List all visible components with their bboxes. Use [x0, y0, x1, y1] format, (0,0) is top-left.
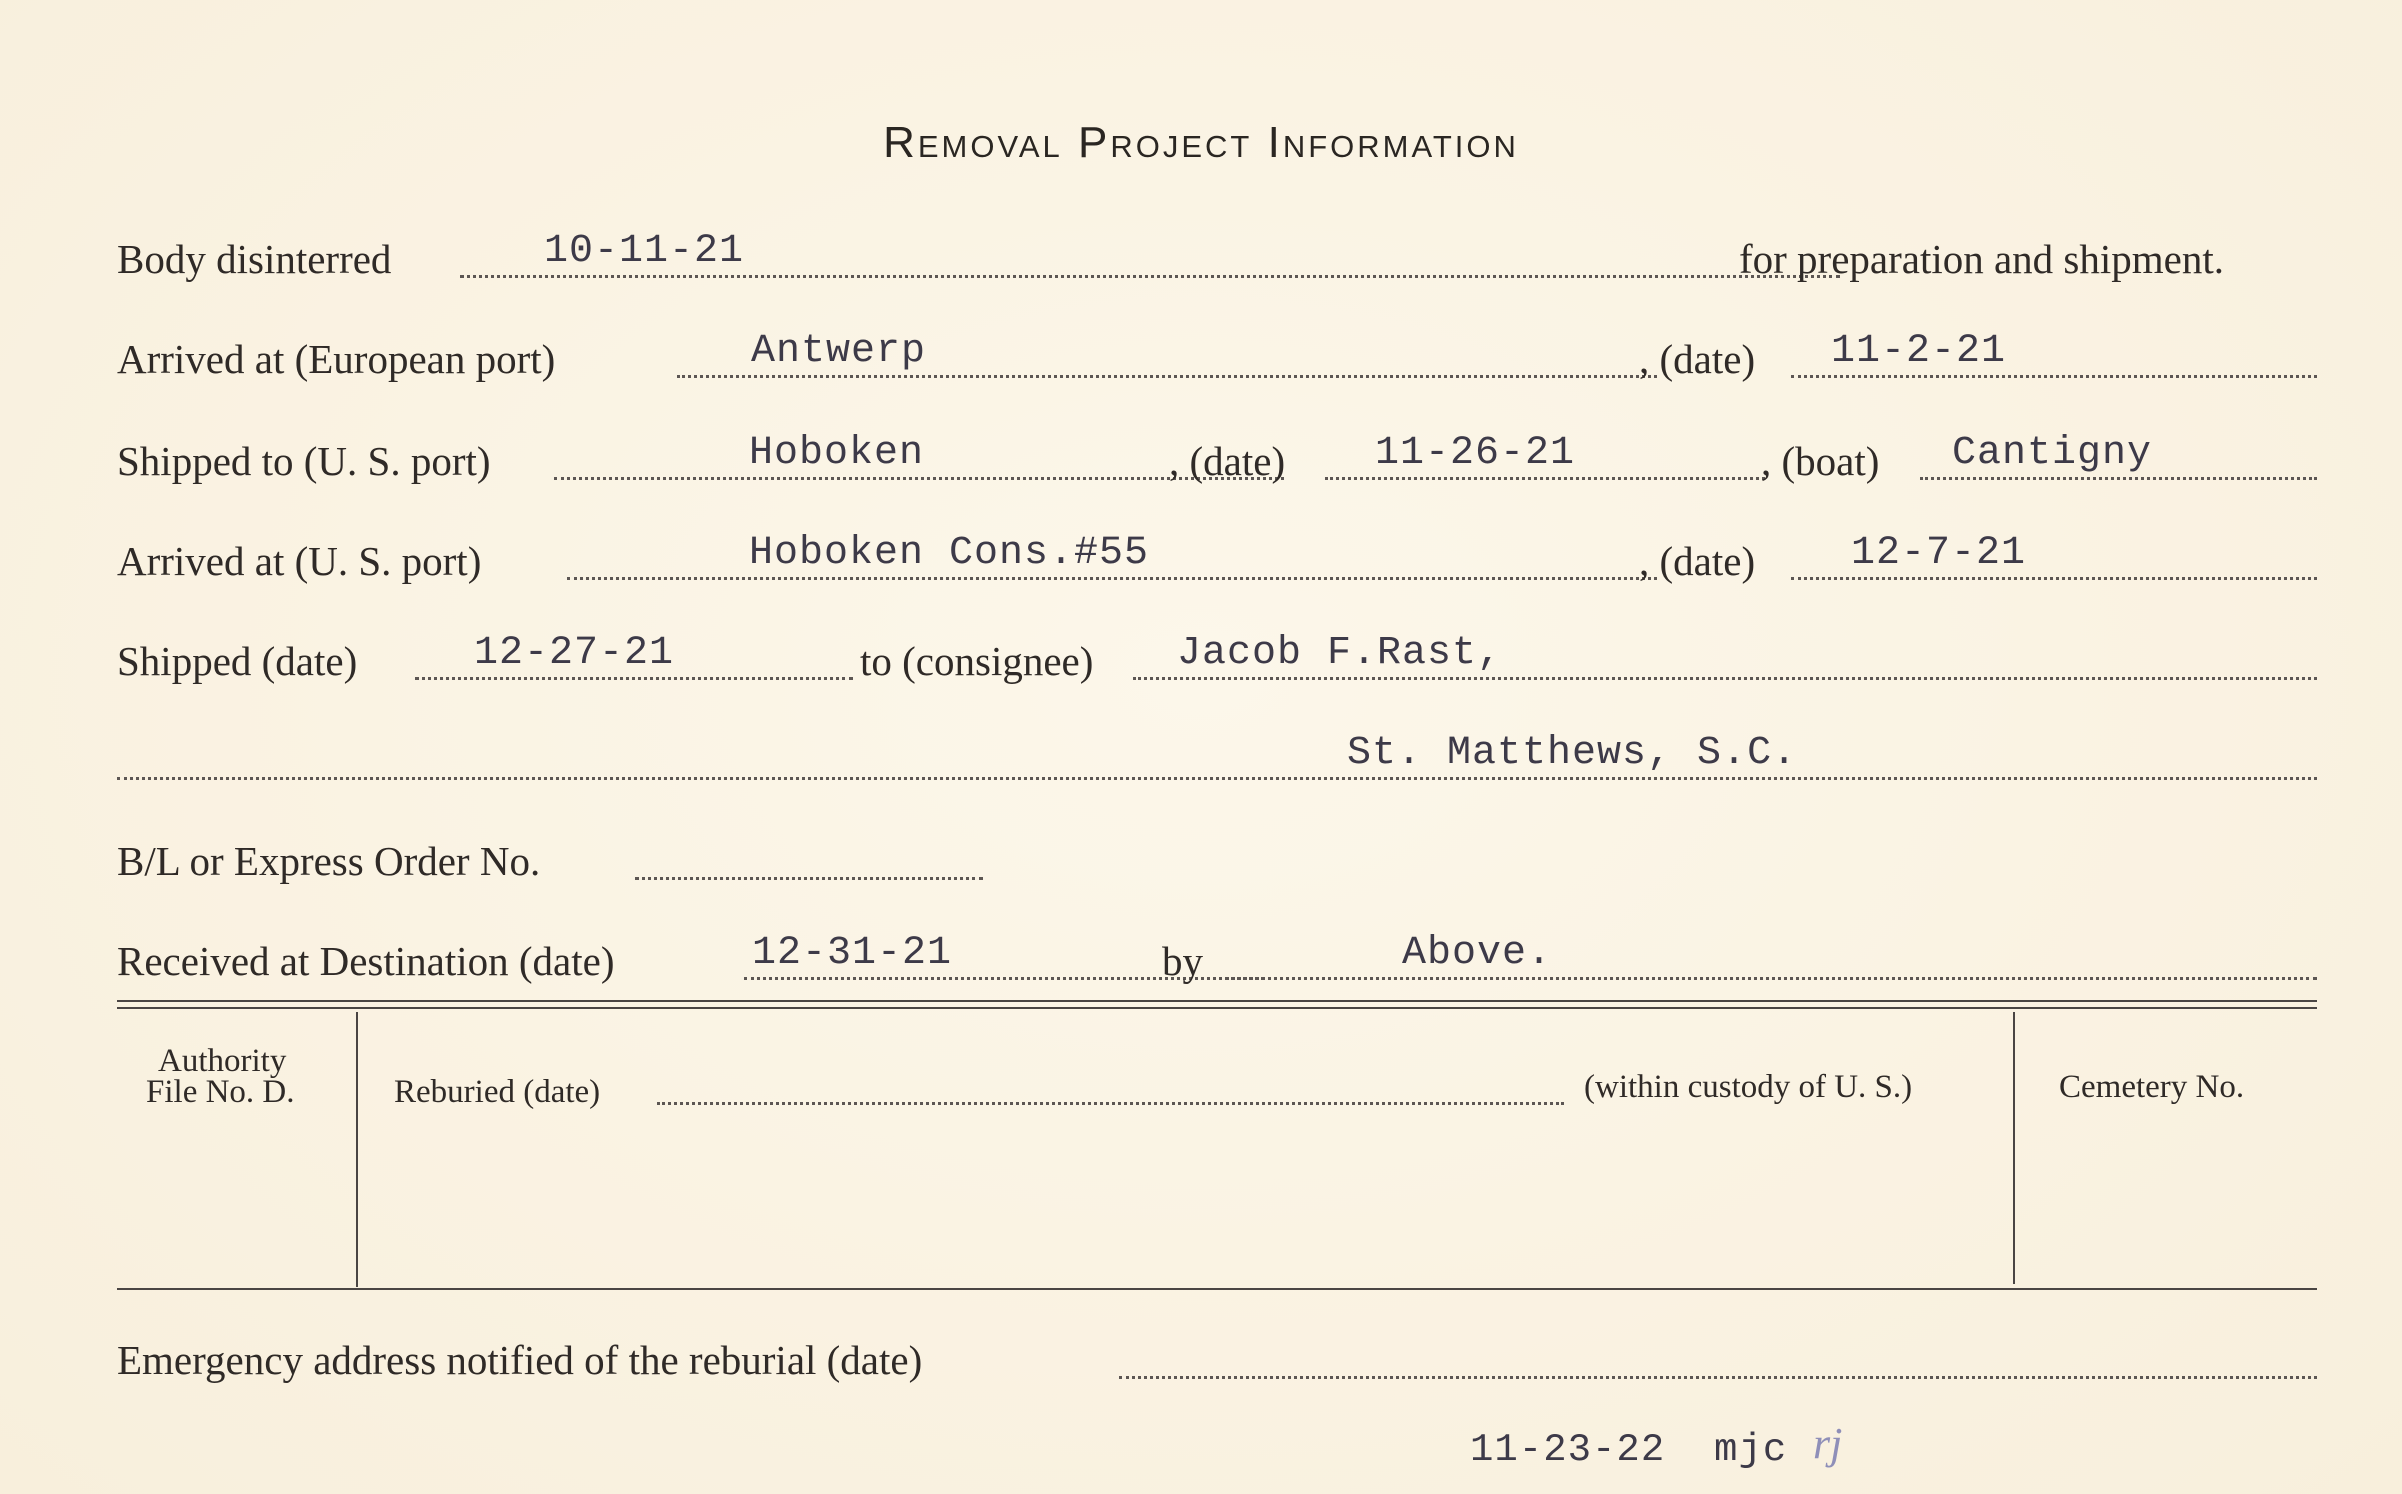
row-european-port — [117, 329, 2317, 405]
cemetery-label: Cemetery No. — [2059, 1069, 2245, 1105]
authority-label-line2: File No. D. — [146, 1074, 295, 1110]
table-bottom-rule — [117, 1288, 2317, 1290]
row-received — [117, 931, 2317, 1007]
boat-value: Cantigny — [1952, 431, 2153, 476]
consignee-address-line — [117, 777, 2317, 780]
received-by-value: Above. — [1402, 931, 1553, 976]
emergency-line — [1119, 1376, 2317, 1379]
disinterred-line — [460, 275, 1840, 278]
us-arrive-date-line — [1791, 577, 2317, 580]
us-arrive-value: Hoboken Cons.#55 — [749, 531, 1150, 576]
boat-line — [1920, 477, 2317, 480]
row-disinterred — [117, 229, 2317, 305]
row-consignee-address — [117, 731, 2317, 807]
table-divider-left — [356, 1012, 358, 1287]
eu-port-line — [677, 375, 1657, 378]
initials-handwritten: rj — [1813, 1419, 1843, 1468]
row-bl — [117, 837, 2317, 907]
us-arrive-date-value: 12-7-21 — [1851, 531, 2027, 576]
boat-label: , (boat) — [1761, 438, 1880, 484]
table-divider-right — [2013, 1012, 2015, 1284]
eu-date-line — [1791, 375, 2317, 378]
consignee-address-value: St. Matthews, S.C. — [1347, 731, 1798, 776]
card-title: Removal Project Information — [883, 118, 1519, 167]
consignee-line — [1133, 677, 2317, 680]
us-arrive-line — [567, 577, 1657, 580]
consignee-label: to (consignee) — [860, 638, 1094, 684]
emergency-label: Emergency address notified of the reburial (date) — [117, 1337, 923, 1383]
bl-line — [635, 877, 983, 880]
received-by-line — [1225, 977, 2317, 980]
row-emergency — [117, 1336, 2317, 1406]
custody-label: (within custody of U. S.) — [1584, 1069, 1913, 1105]
disinterred-label: Body disinterred — [117, 236, 392, 282]
eu-date-label: , (date) — [1639, 336, 1756, 382]
eu-port-value: Antwerp — [751, 329, 927, 374]
shipped-date-line — [415, 677, 853, 680]
shipped-date-label: Shipped (date) — [117, 638, 358, 684]
row-us-arrived — [117, 531, 2317, 607]
reburied-label: Reburied (date) — [394, 1074, 601, 1110]
us-arrive-date-label: , (date) — [1639, 538, 1756, 584]
us-ship-value: Hoboken — [749, 431, 925, 476]
us-ship-date-value: 11-26-21 — [1375, 431, 1576, 476]
us-arrive-label: Arrived at (U. S. port) — [117, 538, 482, 584]
disinterred-suffix: for preparation and shipment. — [1739, 236, 2225, 282]
bl-label: B/L or Express Order No. — [117, 838, 541, 884]
reburied-line — [657, 1102, 1564, 1105]
received-label: Received at Destination (date) — [117, 938, 615, 984]
authority-label-line1: Authority — [158, 1043, 287, 1079]
table-top-rule-2 — [117, 1007, 2317, 1009]
row-shipped-consignee — [117, 631, 2317, 707]
shipped-date-value: 12-27-21 — [474, 631, 675, 676]
us-ship-date-line — [1325, 477, 1765, 480]
consignee-value: Jacob F.Rast, — [1177, 631, 1503, 676]
received-value: 12-31-21 — [752, 931, 953, 976]
eu-date-value: 11-2-21 — [1831, 329, 2007, 374]
disinterred-value: 10-11-21 — [544, 229, 745, 274]
footer-stamp: 11-23-22 mjc — [1470, 1428, 1788, 1472]
us-ship-label: Shipped to (U. S. port) — [117, 438, 491, 484]
table-top-rule-1 — [117, 1000, 2317, 1002]
received-by-label: by — [1162, 938, 1203, 984]
eu-port-label: Arrived at (European port) — [117, 336, 556, 382]
row-us-shipped — [117, 431, 2317, 507]
us-ship-date-label: , (date) — [1169, 438, 1286, 484]
